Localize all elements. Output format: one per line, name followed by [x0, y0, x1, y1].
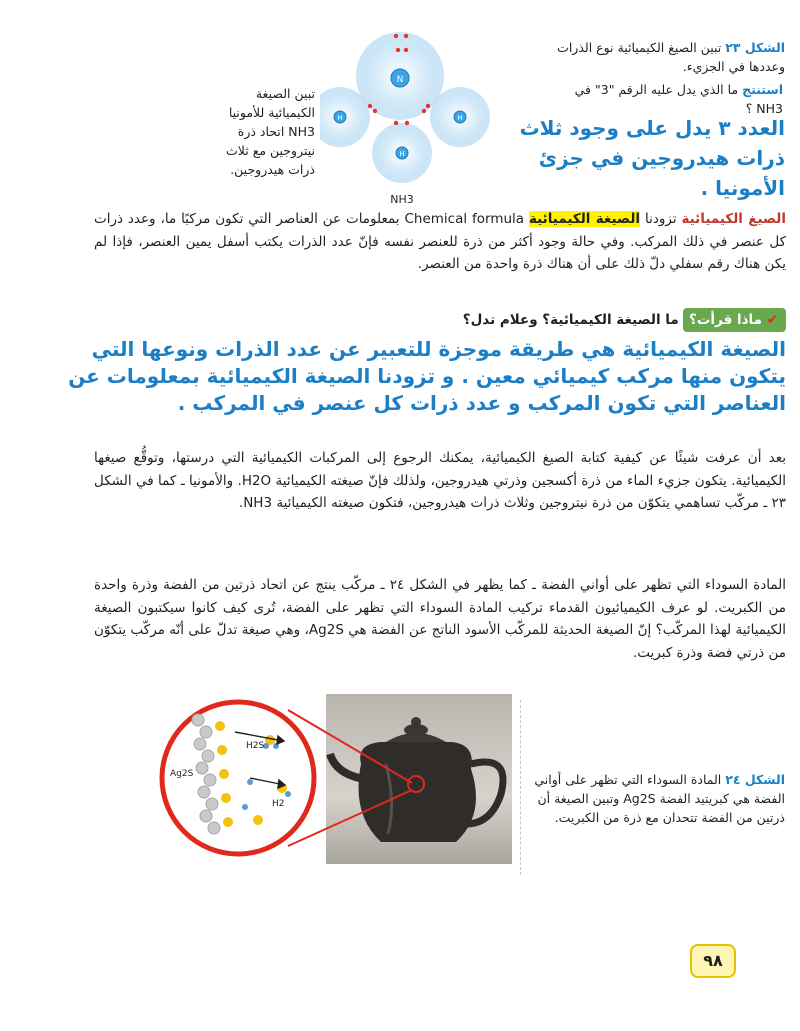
reading-check-question: ما الصيغة الكيميائية؟ وعلام تدل؟: [462, 312, 679, 328]
h2-label: H2: [272, 799, 285, 809]
page-number: ٩٨: [690, 944, 736, 978]
ammonia-diagram: [320, 20, 490, 210]
figure24-caption: [530, 770, 785, 827]
infer-label: استنتج: [742, 82, 783, 97]
figure23-answer: العدد ٣ يدل على وجود ثلاث ذرات هيدروجين في جزئ الأمونيا .: [519, 116, 785, 200]
figure23-caption: [530, 38, 785, 76]
ammonia-side-note: تبين الصيغة الكيميائية للأمونيا NH3 اتحاد ذرة نيتروجين مع ثلاث ذرات هيدروجين.: [226, 86, 315, 177]
figure23-caption-text: تبين الصيغ الكيميائية نوع الذرات وعددها في الجزيء.: [557, 40, 785, 74]
paragraph-writing-formulas: بعد أن عرفت شيئًا عن كيفية كتابة الصيغ الكيميائية، يمكنك الرجوع إلى المركبات الكيميائية التي درستها، وتوقُّع صيغها الكيميائية. يتكون جزيء الماء من ذرة أكسجين وذرتي هيدروجين، ولذلك فإنّ صيغته الكيميائية H2O. والأمونيا ـ كما في الشكل ٢٣ ـ مركّب تساهمي يتكوّن من ذرة نيتروجين وثلاث ذرات هيدروجين، فتكون صيغته الكيميائية NH3.: [94, 450, 786, 511]
section-term: الصيغ الكيميائية: [681, 211, 786, 227]
ag2s-label: Ag2S: [170, 769, 194, 779]
hydrogen-symbol-bottom: H: [399, 150, 405, 158]
ammonia-formula-label: NH3: [390, 193, 414, 206]
tarnish-zoom-diagram: [150, 690, 420, 870]
figure24-divider: [520, 700, 521, 875]
checkmark-icon: ✔: [766, 312, 778, 328]
reading-check-badge: ✔ ماذا قرأت؟: [683, 308, 786, 332]
figure24-caption-text: المادة السوداء التي تظهر على أواني الفضة هي كبريتيد الفضة Ag2S وتبين الصيغة أن ذرتين من الفضة تتحدان مع ذرة من الكبريت.: [534, 772, 785, 825]
reading-check: [200, 308, 786, 332]
infer-question: ما الذي يدل عليه الرقم "3" في NH3 ؟: [574, 82, 783, 116]
hydrogen-symbol-left: H: [337, 114, 343, 122]
nitrogen-symbol: N: [396, 75, 404, 85]
figure24-label: الشكل ٢٤: [725, 772, 785, 787]
paragraph-chemical-formulas: الصيغ الكيميائية تزودنا الصيغة الكيميائية Chemical formula بمعلومات عن العناصر التي تكون مركبًا ما، وعدد ذرات كل عنصر في ذلك المركب. وفي حالة وجود أكثر من ذرة للعنصر نفسه فإنّ عدد الذرات يكتب أسفل يمين العنصر، فإذا لم يكن هناك رقم سفلي دلّ ذلك على أن هناك ذرة واحدة من العنصر.: [94, 211, 786, 272]
h2s-label: H2S: [246, 741, 265, 751]
figure23-label: الشكل ٢٣: [725, 40, 785, 55]
highlighted-term: الصيغة الكيميائية: [528, 211, 641, 227]
english-term: Chemical formula: [404, 211, 525, 227]
reading-check-answer: الصيغة الكيميائية هي طريقة موجزة للتعبير عن عدد الذرات ونوعها التي يتكون منها مركب كيميائي معين . و تزودنا الصيغة الكيميائية بمعلومات عن العناصر التي تكون المركب و عدد ذرات كل عنصر في المركب .: [68, 337, 786, 415]
hydrogen-symbol-right: H: [457, 114, 463, 122]
paragraph-silver-tarnish: المادة السوداء التي تظهر على أواني الفضة ـ كما يظهر في الشكل ٢٤ ـ مركّب ينتج عن اتحاد ذرتين من الفضة وذرة واحدة من الكبريت. لو عرف الكيميائيون القدماء تركيب المادة السوداء التي تظهر على الفضة، تُرى كيف كانوا سيكتبون الصيغة الكيميائية لهذا المركّب؟ إنّ الصيغة الحديثة للمركّب الأسود الناتج عن الفضة هي Ag2S، وهي صيغة تدلّ على أنّه مركّب يتكوّن من ذرتي فضة وذرة كبريت.: [94, 577, 786, 661]
